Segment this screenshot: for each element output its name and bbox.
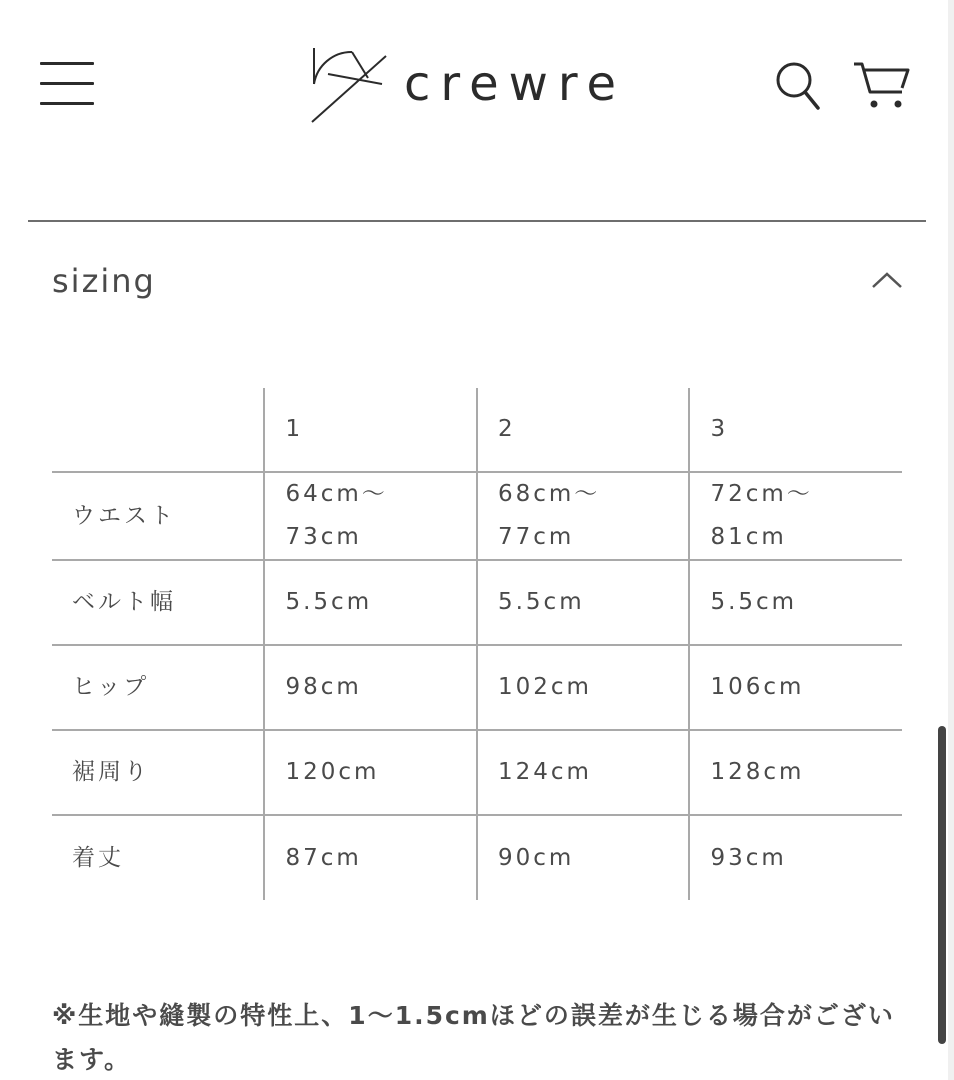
table-header-cell: 3	[689, 388, 902, 472]
size-note: ※生地や縫製の特性上、1〜1.5cmほどの誤差が生じる場合がございます。	[52, 1001, 895, 1074]
table-cell: 5.5cm	[264, 560, 476, 645]
table-cell: 124cm	[477, 730, 689, 815]
section-title: sizing	[52, 262, 156, 300]
table-row	[52, 560, 902, 645]
table-cell: 90cm	[477, 815, 689, 900]
table-row	[52, 815, 902, 900]
table-cell: 72cm〜 81cm	[689, 472, 902, 560]
chevron-up-icon[interactable]	[870, 270, 904, 290]
brand-logo[interactable]	[308, 44, 648, 128]
table-header-cell: 2	[477, 388, 689, 472]
site-header	[0, 0, 954, 170]
row-label: ウエスト	[52, 472, 264, 560]
logo-mark-icon	[308, 44, 404, 128]
table-row	[52, 472, 902, 560]
table-cell: 93cm	[689, 815, 902, 900]
section-divider	[28, 220, 926, 222]
table-cell: 68cm〜 77cm	[477, 472, 689, 560]
scrollbar-thumb[interactable]	[938, 726, 946, 1044]
table-row	[52, 730, 902, 815]
table-cell: 5.5cm	[689, 560, 902, 645]
table-row	[52, 645, 902, 730]
row-label: ベルト幅	[52, 560, 264, 645]
table-cell: 98cm	[264, 645, 476, 730]
sizing-accordion-header[interactable]	[28, 240, 926, 326]
table-cell: 128cm	[689, 730, 902, 815]
table-cell: 87cm	[264, 815, 476, 900]
table-cell: 64cm〜 73cm	[264, 472, 476, 560]
cart-icon[interactable]	[852, 58, 914, 112]
table-header-row	[52, 388, 902, 472]
table-header-cell: 1	[264, 388, 476, 472]
scrollbar-track	[948, 0, 954, 1080]
logo-wordmark: crewre	[404, 56, 627, 112]
search-icon[interactable]	[774, 58, 824, 114]
row-label: 裾周り	[52, 730, 264, 815]
table-cell: 120cm	[264, 730, 476, 815]
row-label: ヒップ	[52, 645, 264, 730]
table-header-cell	[52, 388, 264, 472]
table-cell: 106cm	[689, 645, 902, 730]
hamburger-menu-icon[interactable]	[40, 62, 94, 106]
table-cell: 102cm	[477, 645, 689, 730]
table-cell: 5.5cm	[477, 560, 689, 645]
row-label: 着丈	[52, 815, 264, 900]
size-table	[52, 388, 902, 900]
